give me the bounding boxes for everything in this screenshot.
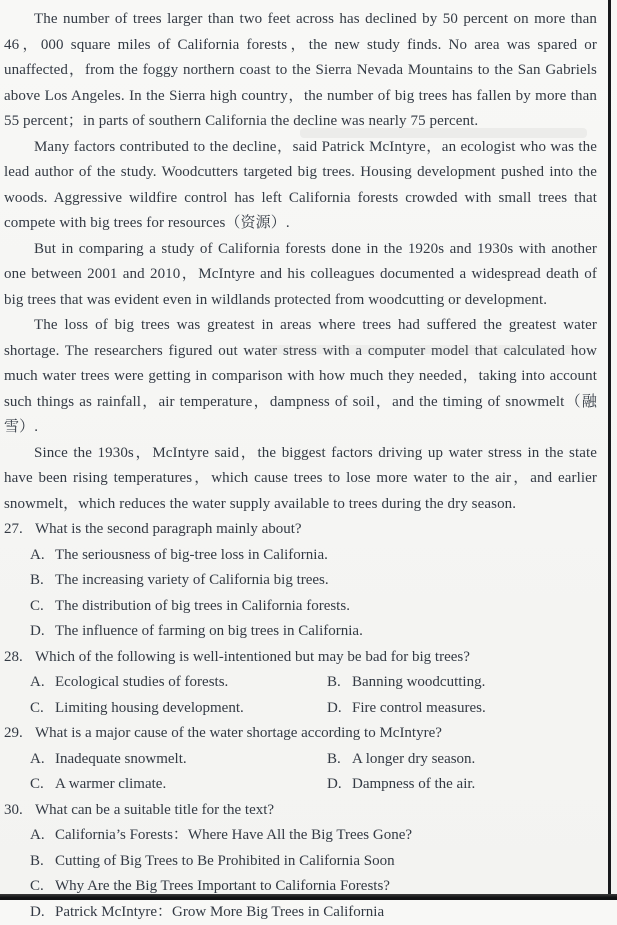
option-text: The increasing variety of California big trees. [55, 568, 329, 594]
question-28-option-b [327, 670, 597, 696]
option-text: California’s Forests：Where Have All the Big Trees Gone? [55, 823, 412, 849]
scan-edge-line-bottom [0, 894, 617, 900]
option-label: A. [30, 823, 55, 849]
option-label: D. [327, 772, 352, 798]
option-text: Ecological studies of forests. [55, 670, 228, 696]
question-28-options-row-1 [30, 670, 597, 696]
question-29-option-c [30, 772, 327, 798]
option-text: Why Are the Big Trees Important to California Forests? [55, 874, 390, 900]
question-27-number: 27. [4, 517, 35, 543]
option-text: Limiting housing development. [55, 696, 244, 722]
option-label: D. [327, 696, 352, 722]
question-29 [4, 721, 597, 798]
question-29-options-row-1 [30, 747, 597, 773]
option-text: Cutting of Big Trees to Be Prohibited in California Soon [55, 849, 395, 875]
reading-passage [4, 7, 597, 517]
option-label: A. [30, 670, 55, 696]
question-28-text: Which of the following is well-intentioned but may be bad for big trees? [35, 645, 470, 671]
page-content [4, 7, 597, 900]
question-29-option-d [327, 772, 597, 798]
question-30-text: What can be a suitable title for the text? [35, 798, 274, 824]
option-label: C. [30, 696, 55, 722]
question-30-option-b [30, 849, 597, 875]
option-text: Patrick McIntyre：Grow More Big Trees in California [55, 900, 384, 925]
option-text: The distribution of big trees in California forests. [55, 594, 350, 620]
option-text: A longer dry season. [352, 747, 475, 773]
question-27-option-d [30, 619, 597, 645]
question-29-option-b [327, 747, 597, 773]
option-label: C. [30, 772, 55, 798]
question-27-option-a [30, 543, 597, 569]
option-text: The influence of farming on big trees in California. [55, 619, 363, 645]
option-text: Banning woodcutting. [352, 670, 485, 696]
question-28-stem [4, 645, 597, 671]
option-text: A warmer climate. [55, 772, 166, 798]
question-29-number: 29. [4, 721, 35, 747]
question-27-text: What is the second paragraph mainly about? [35, 517, 302, 543]
question-29-options-row-2 [30, 772, 597, 798]
option-label: C. [30, 874, 55, 900]
option-label: A. [30, 543, 55, 569]
question-30-option-d [30, 900, 597, 925]
question-27-option-c [30, 594, 597, 620]
passage-paragraph-2: Many factors contributed to the decline，said Patrick McIntyre，an ecologist who was the lead author of the study. Woodcutters targeted big trees. Housing development pushed into the woods. Aggressive wildfire control has left California forests crowded with small trees that compete with big trees for resources（资源）. [4, 135, 597, 237]
question-29-stem [4, 721, 597, 747]
question-30-stem [4, 798, 597, 824]
option-label: D. [30, 619, 55, 645]
scan-smudge [300, 128, 587, 138]
passage-paragraph-3: But in comparing a study of California forests done in the 1920s and 1930s with another one between 2001 and 2010，McIntyre and his colleagues documented a widespread death of big trees that was evident even in wildlands protected from woodcutting or development. [4, 237, 597, 314]
option-text: The seriousness of big-tree loss in California. [55, 543, 328, 569]
question-30-number: 30. [4, 798, 35, 824]
passage-paragraph-5: Since the 1930s，McIntyre said，the biggest factors driving up water stress in the state have been rising temperatures，which cause trees to lose more water to the air，and earlier snowmelt，which reduces the water supply available to trees during the dry season. [4, 441, 597, 518]
question-29-option-a [30, 747, 327, 773]
scan-smudge [260, 345, 577, 354]
question-27-stem [4, 517, 597, 543]
option-label: C. [30, 594, 55, 620]
question-29-text: What is a major cause of the water shortage according to McIntyre? [35, 721, 442, 747]
question-30 [4, 798, 597, 925]
question-28-option-a [30, 670, 327, 696]
option-text: Fire control measures. [352, 696, 486, 722]
question-28-option-d [327, 696, 597, 722]
option-label: B. [327, 747, 352, 773]
question-28-number: 28. [4, 645, 35, 671]
question-28-options-row-2 [30, 696, 597, 722]
option-label: D. [30, 900, 55, 925]
question-27 [4, 517, 597, 645]
passage-paragraph-4: The loss of big trees was greatest in areas where trees had suffered the greatest water shortage. The researchers figured out water stress with a computer model that calculated how much water trees were getting in comparison with how much they needed，taking into account such things as rainfall，air temperature，dampness of soil，and the timing of snowmelt（融雪）. [4, 313, 597, 441]
question-30-option-a [30, 823, 597, 849]
option-label: B. [30, 568, 55, 594]
option-label: B. [327, 670, 352, 696]
passage-paragraph-1: The number of trees larger than two feet across has declined by 50 percent on more than 46，000 square miles of California forests，the new study finds. No area was spared or unaffected，from the foggy northern coast to the Sierra Nevada Mountains to the San Gabriels above Los Angeles. In the Sierra high country，the number of big trees has fallen by more than 55 percent；in parts of southern California the decline was nearly 75 percent. [4, 7, 597, 135]
option-label: B. [30, 849, 55, 875]
question-28-option-c [30, 696, 327, 722]
scan-edge-line-right [608, 0, 611, 900]
question-27-option-b [30, 568, 597, 594]
option-text: Inadequate snowmelt. [55, 747, 187, 773]
option-text: Dampness of the air. [352, 772, 475, 798]
question-28 [4, 645, 597, 722]
option-label: A. [30, 747, 55, 773]
